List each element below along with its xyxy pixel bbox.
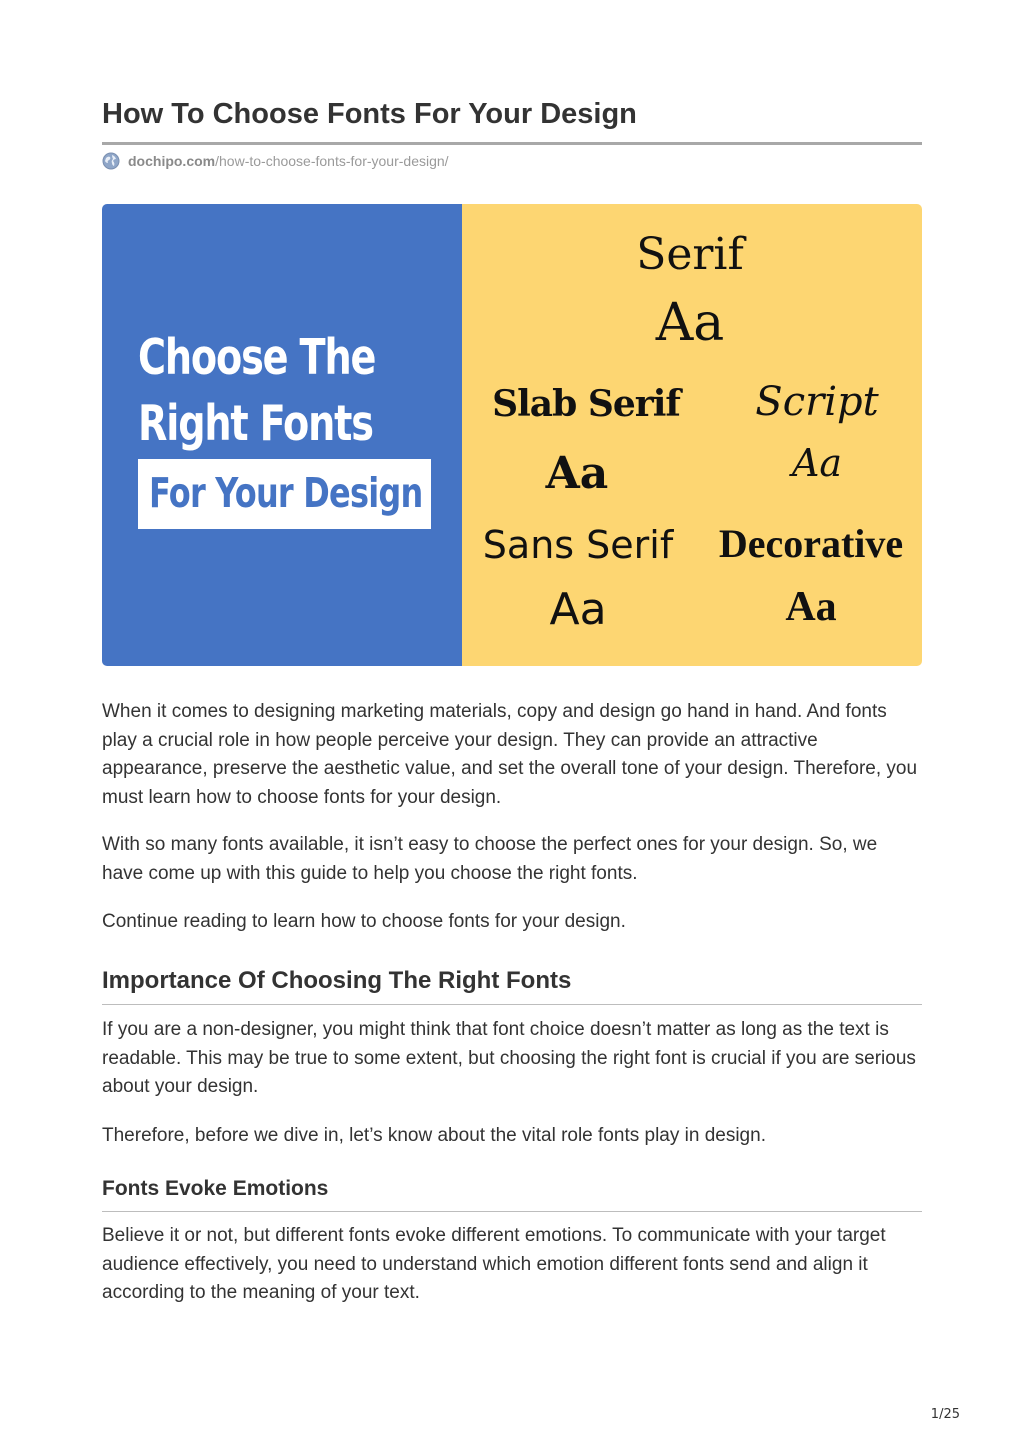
source-link[interactable] <box>102 151 449 171</box>
slab-serif-sample: Aa <box>545 448 609 499</box>
script-label: Script <box>755 379 879 425</box>
title-divider <box>102 142 922 145</box>
slab-serif-label: Slab Serif <box>492 383 680 425</box>
globe-icon <box>102 152 120 170</box>
intro-paragraph-3: Continue reading to learn how to choose fonts for your design. <box>102 911 626 932</box>
page-number: 1/25 <box>930 1407 960 1422</box>
intro-paragraph-2: With so many fonts available, it isn’t easy to choose the perfect ones for your design. So, we have come up with this guide to help you choose the right fonts. <box>102 834 878 884</box>
source-path[interactable]: /how-to-choose-fonts-for-your-design/ <box>215 153 449 169</box>
importance-paragraph-2: Therefore, before we dive in, let’s know about the vital role fonts play in design. <box>102 1125 766 1146</box>
serif-label: Serif <box>636 229 744 280</box>
emotions-paragraph-1: Believe it or not, but different fonts evoke different emotions. To communicate with your target audience effectively, you need to understand which emotion different fonts send and align it according to the meaning of your text. <box>102 1225 886 1303</box>
article-title: How To Choose Fonts For Your Design <box>102 98 637 130</box>
hero-left-panel <box>102 204 462 666</box>
decorative-label: Decorative <box>718 521 904 566</box>
section-heading-emotions: Fonts Evoke Emotions <box>102 1177 329 1200</box>
serif-sample: Aa <box>655 293 725 353</box>
hero-image <box>102 204 922 666</box>
section-heading-importance: Importance Of Choosing The Right Fonts <box>102 967 572 994</box>
importance-paragraph-1: If you are a non-designer, you might think that font choice doesn’t matter as long as the text is readable. This may be true to some extent, but choosing the right font is crucial if you are serious about your design. <box>102 1019 916 1097</box>
hero-right-panel <box>462 204 922 666</box>
sans-serif-sample: Aa <box>549 584 607 635</box>
section-divider-2 <box>102 1211 922 1212</box>
source-domain[interactable]: dochipo.com <box>128 153 216 169</box>
decorative-sample: Aa <box>785 584 837 630</box>
hero-boxed-caption <box>138 459 431 529</box>
sans-serif-label: Sans Serif <box>482 523 674 567</box>
script-sample: Aa <box>791 441 843 485</box>
hero-boxed-text: For Your Design <box>149 469 423 517</box>
hero-headline-line2: Right Fonts <box>138 395 373 452</box>
intro-paragraph-1: When it comes to designing marketing materials, copy and design go hand in hand. And fonts play a crucial role in how people perceive your design. They can provide an attractive appearance, preserve the aesthetic value, and set the overall tone of your design. Therefore, you must learn how to choose fonts for your design. <box>102 701 918 808</box>
hero-headline-line1: Choose The <box>138 329 376 386</box>
section-divider-1 <box>102 1004 922 1005</box>
